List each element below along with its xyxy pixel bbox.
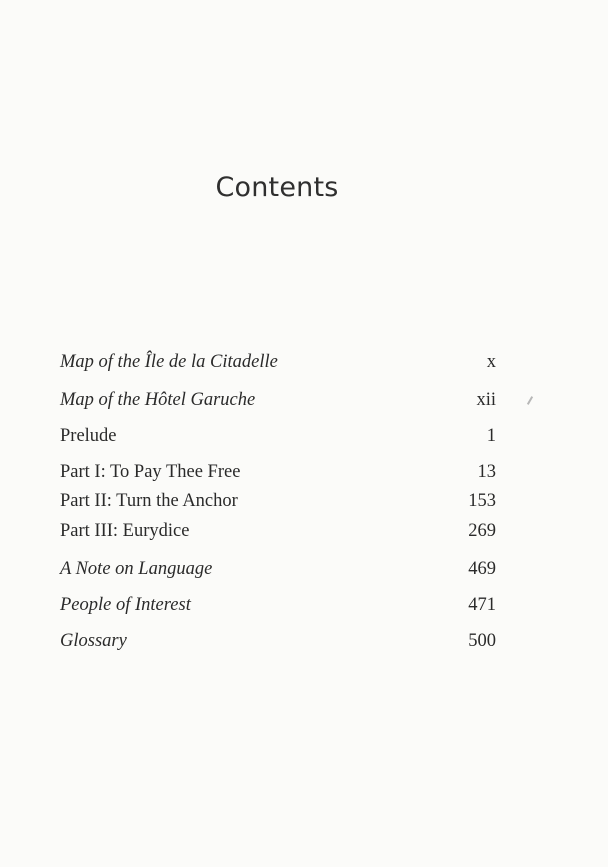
- entry-title: A Note on Language: [60, 559, 213, 579]
- entry-title: People of Interest: [60, 595, 191, 615]
- toc-entry[interactable]: [60, 462, 496, 488]
- toc-entry[interactable]: [60, 426, 496, 452]
- entry-title: Part II: Turn the Anchor: [60, 491, 238, 511]
- toc-entry[interactable]: [60, 521, 496, 547]
- entry-title: Map of the Île de la Citadelle: [60, 352, 278, 372]
- entry-page-number: 269: [468, 521, 496, 541]
- toc-entry[interactable]: [60, 559, 496, 585]
- entry-page-number: 471: [468, 595, 496, 615]
- toc-entry[interactable]: [60, 390, 496, 416]
- toc-entry[interactable]: [60, 631, 496, 657]
- entry-page-number: 153: [468, 491, 496, 511]
- entry-page-number: 13: [477, 462, 496, 482]
- entry-page-number: 469: [468, 559, 496, 579]
- toc-entry[interactable]: [60, 491, 496, 517]
- toc-entry[interactable]: [60, 352, 496, 378]
- entry-page-number: 1: [486, 426, 496, 446]
- entry-page-number: 500: [468, 631, 496, 651]
- entry-page-number: x: [486, 352, 496, 372]
- entry-title: Part III: Eurydice: [60, 521, 190, 541]
- table-of-contents: [60, 0, 496, 867]
- pencil-mark: [527, 396, 533, 405]
- page-title: Contents: [215, 172, 339, 204]
- entry-title: Part I: To Pay Thee Free: [60, 462, 241, 482]
- toc-entry[interactable]: [60, 595, 496, 621]
- entry-title: Prelude: [60, 426, 117, 446]
- entry-title: Map of the Hôtel Garuche: [60, 390, 256, 410]
- entry-title: Glossary: [60, 631, 127, 651]
- entry-page-number: xii: [476, 390, 496, 410]
